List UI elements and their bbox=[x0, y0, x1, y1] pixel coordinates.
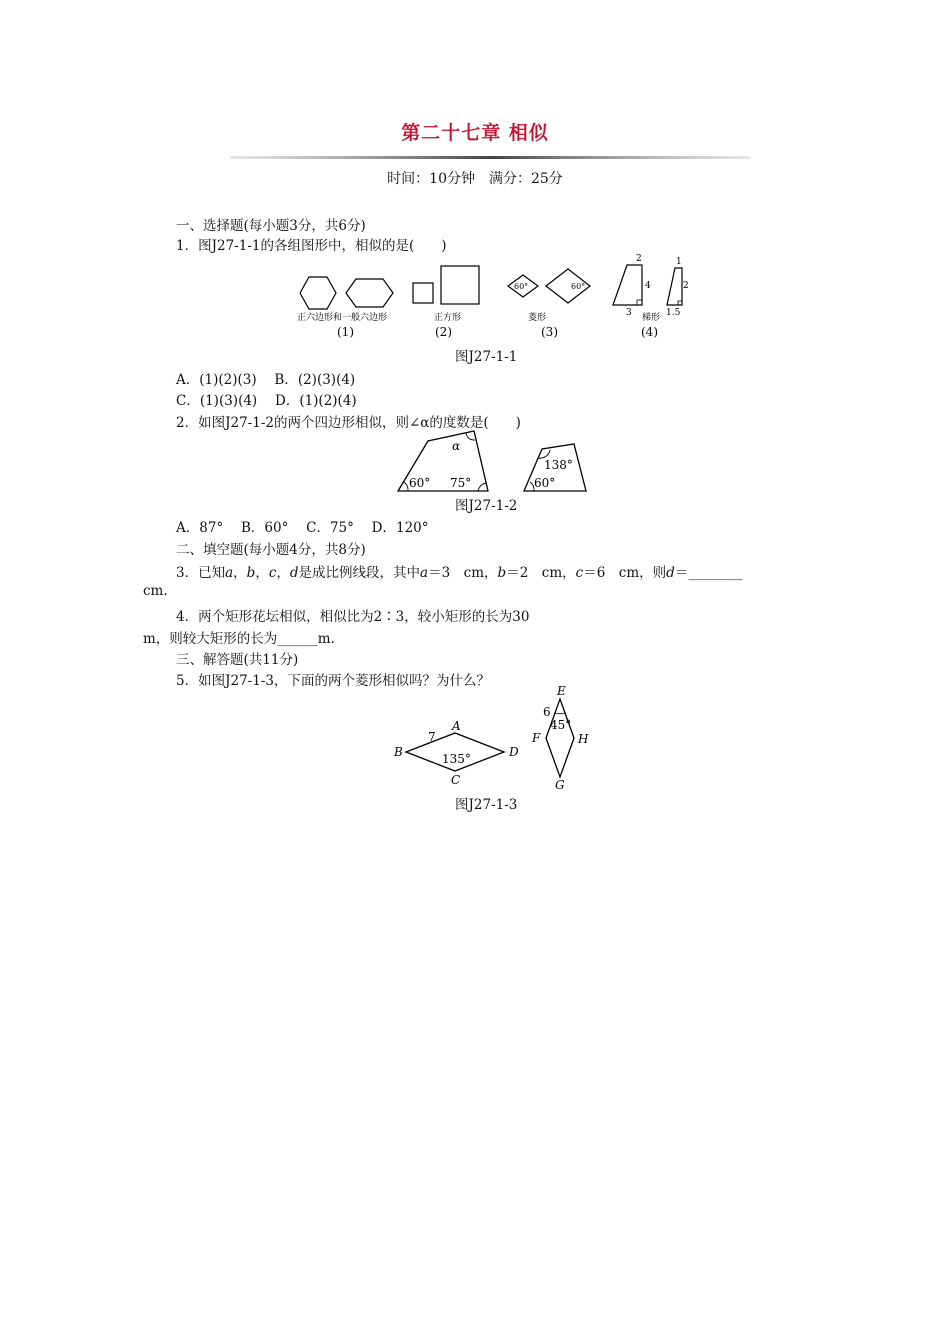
figure-j27-1-2 bbox=[392, 428, 597, 498]
label-A: A bbox=[452, 719, 461, 733]
q3-line2: cm. bbox=[143, 583, 168, 599]
square-label: 正方形 bbox=[434, 313, 462, 323]
figure-caption-2: 图J27-1-2 bbox=[455, 498, 518, 514]
rhombus-label: 菱形 bbox=[528, 313, 547, 323]
trap2-side: 2 bbox=[683, 281, 689, 291]
label-B: B bbox=[394, 745, 403, 759]
q1-options-1: A．(1)(2)(3) B．(2)(3)(4) bbox=[176, 372, 356, 388]
section2-heading: 二、填空题(每小题4分，共8分) bbox=[176, 542, 366, 558]
trap1-side: 4 bbox=[645, 281, 651, 291]
alpha-label: α bbox=[452, 439, 461, 453]
q4-line1: 4．两个矩形花坛相似，相似比为2∶3，较小矩形的长为30 bbox=[176, 609, 530, 625]
regular-hexagon bbox=[300, 277, 336, 309]
group-label-2: (2) bbox=[435, 325, 452, 339]
general-hexagon bbox=[346, 279, 393, 307]
large-trapezoid bbox=[613, 265, 642, 305]
small-square bbox=[413, 283, 433, 303]
side-6: 6 bbox=[543, 705, 551, 719]
group-label-4: (4) bbox=[641, 325, 658, 339]
small-rhombus-angle: 60° bbox=[514, 282, 529, 291]
q5-text: 5．如图J27-1-3，下面的两个菱形相似吗？为什么？ bbox=[176, 673, 490, 689]
trap1-top: 2 bbox=[636, 254, 642, 264]
exam-meta: 时间：10分钟 满分：25分 bbox=[387, 171, 563, 187]
label-G: G bbox=[555, 778, 565, 792]
label-F: F bbox=[532, 731, 541, 745]
label-C: C bbox=[451, 773, 461, 787]
group-label-1: (1) bbox=[337, 325, 354, 339]
figure-caption-3: 图J27-1-3 bbox=[455, 797, 518, 813]
small-trapezoid bbox=[667, 268, 682, 305]
trap2-top: 1 bbox=[676, 257, 682, 267]
title-underline bbox=[230, 156, 750, 160]
angle-75: 75° bbox=[450, 476, 472, 490]
trap1-bottom: 3 bbox=[626, 308, 632, 318]
q3-line1: 3．已知a，b，c，d是成比例线段，其中a＝3 cm，b＝2 cm，c＝6 cm，则d＝________ bbox=[176, 565, 743, 581]
large-square bbox=[441, 266, 479, 304]
q2-text: 2．如图J27-1-2的两个四边形相似，则∠α的度数是( ) bbox=[176, 415, 521, 431]
section1-heading: 一、选择题(每小题3分，共6分) bbox=[176, 218, 366, 234]
label-D: D bbox=[509, 745, 519, 759]
angle-60-small: 60° bbox=[534, 476, 556, 490]
q4-line2: m，则较大矩形的长为______m. bbox=[143, 631, 335, 647]
figure-j27-1-1 bbox=[290, 248, 700, 343]
group-label-3: (3) bbox=[541, 325, 558, 339]
page-title: 第二十七章 相似 bbox=[401, 122, 549, 144]
label-E: E bbox=[557, 684, 566, 698]
q1-text: 1．图J27-1-1的各组图形中，相似的是( ) bbox=[176, 238, 447, 254]
large-rhombus-angle: 60° bbox=[571, 282, 586, 291]
figure-j27-1-3 bbox=[388, 683, 598, 795]
trap2-bottom: 1.5 bbox=[666, 308, 681, 318]
label-H: H bbox=[578, 732, 589, 746]
q2-options: A．87° B．60° C．75° D．120° bbox=[176, 520, 429, 536]
side-7: 7 bbox=[428, 730, 436, 744]
section3-heading: 三、解答题(共11分) bbox=[176, 652, 299, 668]
angle-60-large: 60° bbox=[409, 476, 431, 490]
q1-options-2: C．(1)(3)(4) D．(1)(2)(4) bbox=[176, 393, 357, 409]
hexagon-label: 正六边形和一般六边形 bbox=[297, 313, 388, 323]
trapezoid-label: 梯形 bbox=[642, 313, 661, 323]
angle-138: 138° bbox=[544, 458, 573, 472]
figure-caption-1: 图J27-1-1 bbox=[455, 349, 518, 365]
angle-45: 45° bbox=[550, 718, 572, 732]
angle-135: 135° bbox=[442, 752, 471, 766]
